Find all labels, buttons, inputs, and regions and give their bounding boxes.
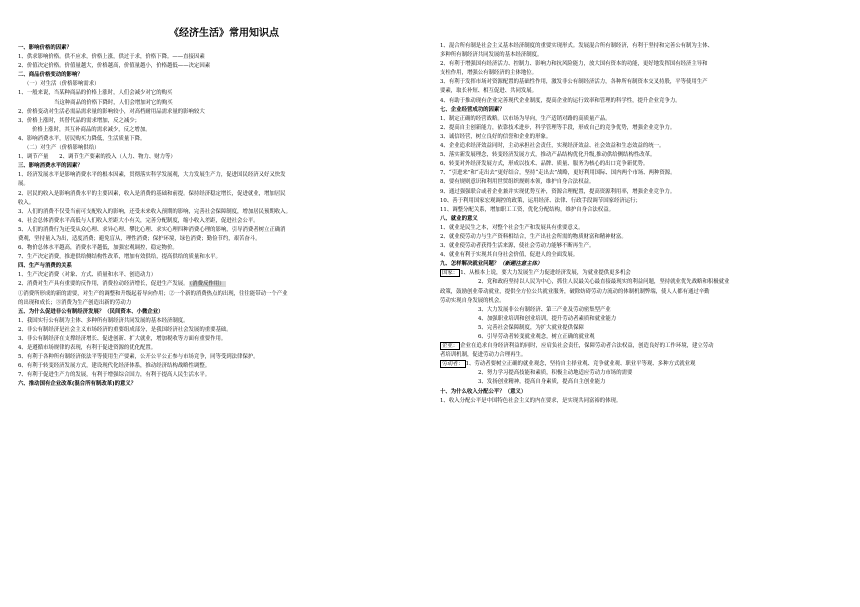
text-line: 3、发扬创业精神，提高自身素质，提高自主创业能力	[478, 379, 606, 386]
section-heading: 四、生产与消费的关系	[18, 263, 72, 270]
right-column	[440, 42, 850, 406]
text-line: 1、调节产量 2、调节生产要素的投入（人力、物力、财力等）	[18, 154, 176, 161]
highlight-tag: 国家：	[442, 270, 459, 277]
text-line: 1、生产决定消费（对象、方式、质量和水平、创造动力）	[18, 272, 157, 279]
text-line: 2、居民的收入是影响消费水平的主要因素，收入是消费的基础和前提。保持经济稳定增长，促进就业，增加居民	[18, 190, 286, 197]
text-line: 3、诚信经营，树立良好的信誉和企业的形象。	[440, 133, 552, 140]
highlight-tag: （消费反作用）	[189, 281, 225, 288]
section-heading: 三、影响消费水平的因素？	[18, 163, 83, 170]
section-heading: 九、怎样解决就业问题？（新题注意主体）	[440, 261, 543, 268]
text-line: 3、人们的消费不仅受当前可支配收入的影响，还受未来收入预期的影响，完善社会保障制度，增加居民预期收入。	[18, 208, 291, 215]
text-line: 2、党和政府坚持以人民为中心，抓住人民最关心最直接最现实的利益问题，坚持就业优先战略和积极就业	[478, 279, 730, 286]
text-line: 展。	[18, 181, 29, 188]
section-heading: 七、企业经营成功的因素？	[440, 106, 505, 113]
text-line: 7、“引进来”和“走出去”更好结合，坚持“走出去”战略，更好利用国际、国内两个市场、两种资源。	[440, 170, 676, 177]
text-line: 5、完善社会保障制度，为扩大就业提供保障	[478, 324, 584, 331]
text-line: （一）对生活（价格影响需求）	[24, 81, 100, 88]
text-line: 4、有助于推动现有企业完善现代企业制度，提高企业的运行效率和管理的科学性，提升企业竞争力。	[440, 97, 681, 104]
section-heading: 一、影响价格的因素？	[18, 45, 72, 51]
section-heading: 八、就业的意义	[440, 215, 478, 222]
text-line: 2、努力学习提高技能和素质，积极主动地适应劳动力市场的需要	[478, 370, 633, 377]
text-line: 2、有利于增强国有经济活力、控制力、影响力和抗风险能力，放大国有资本的功能，更好地发挥国有经济主导和	[440, 61, 708, 68]
text-line: 4、影响消费水平，居民购买力降低，生活质量下降。	[18, 135, 146, 142]
text-line: 1、供求影响价格。供不应求，价格上涨，供过于求，价格下降。——直接因素	[18, 54, 205, 61]
text-line: 2、价格变动对生活必需品需求量的影响较小，对高档耐用品需求量的影响较大	[18, 108, 205, 115]
document-title: 《经济生活》常用知识点	[169, 28, 279, 39]
text-line: 3、大力发展非公有制经济、第三产业及劳动密集型产业	[478, 306, 611, 313]
text-line: 1、我国实行公有制为主体、多种所有制经济共同发展的基本经济制度。	[18, 317, 189, 324]
text-line: 4、社会总体消费水平高低与人们收入差距大小有关，完善分配制度，缩小收入差距，促进社会公平。	[18, 217, 259, 224]
text-line: 劳动者： 1、劳动者要树立正确的就业观念，坚持自主择业观、竞争就业观、职业平等观、多种方式就业观	[442, 361, 696, 368]
text-line: 6、引导劳动者转变就业观念，树立正确的就业观	[478, 334, 595, 340]
text-line: 6、有利于转变经济发展方式，建设现代化经济体系，推动经济结构战略性调整。	[18, 363, 211, 370]
text-line: 2、价值决定价格。价值量越大，价格越高，价值量越小，价格越低——决定因素	[18, 63, 211, 70]
section-heading: 十、为什么收入分配公平？（意义）	[440, 388, 527, 395]
text-line: ①消费所形成的新的需要，对生产的调整和升级起着导向作用；②一个新的消费热点的出现，往往能带动一个产业	[18, 290, 288, 297]
text-line: 3、价格上涨时，其替代品的需求增加，反之减少；	[18, 117, 141, 124]
text-line: 2、非公有制经济是社会主义市场经济的重要组成部分，是我国经济社会发展的重要基础。	[18, 326, 232, 333]
text-line: 的出现和成长；③消费为生产创造出新的劳动力	[18, 299, 132, 306]
text-line: 政策，鼓励创业带动就业，提供全方位公共就业服务，破除妨碍劳动力流动的体制机制弊端，使人人都有通过辛勤	[440, 288, 710, 295]
text-line: 劳动实现自身发展的机会。	[440, 297, 505, 304]
text-line: （二）对生产（价格影响供给）	[24, 145, 100, 152]
text-line: 10、善于利用国家宏观调控的政策，运用经济、法律、行政手段调节国家经济运行；	[440, 197, 641, 204]
text-line: 1、混合所有制是社会主义基本经济制度的重要实现形式。发展混合所有制经济，有利于坚持和完善公有制为主体、	[440, 43, 713, 49]
text-line: 4、是遵循市场规律的表现，有利于促进资源的优化配置。	[18, 345, 157, 352]
highlight-tag: 劳动者：	[442, 361, 464, 368]
heading-note: （新题注意主体）	[499, 261, 543, 268]
text-line: 7、生产决定消费，推进供给侧结构性改革，增加有效供给，提高供给的质量和水平。	[18, 254, 221, 261]
text-line: 1、一般来说，当某种商品的价格上涨时，人们会减少对它的购买	[18, 90, 173, 97]
text-line: 多种所有制经济共同发展的基本经济制度。	[440, 52, 543, 59]
text-line: 者培训机制，促进劳动力合理再生。	[440, 352, 527, 359]
text-line: 企业： 企业在追求自身经济利益的同时，应肩负社会责任，保障劳动者合法权益，创造良好的工作环境，建立劳动	[442, 343, 714, 350]
text-line: 4、就业有利于实现其自身社会价值，促进人的全面发展。	[440, 252, 579, 259]
text-line: 5、有利于各种所有制经济依法平等使用生产要素，公开公平公正参与市场竞争，同等受到法律保护。	[18, 354, 259, 361]
section-heading: 二、商品价格变动的影响？	[18, 72, 83, 79]
text-line: 收入。	[18, 199, 35, 206]
highlight-tag: 企业：	[442, 343, 459, 350]
section-heading: 五、为什么促进非公有制经济发展？（民间资本、小微企业）	[18, 308, 164, 315]
text-line: 4、企业追求经济效益同时，主动承担社会责任，实现经济效益、社会效益和生态效益的统一。	[440, 143, 665, 150]
text-line: 11、调整分配关系，增加职工工资，优化分配结构，维护自身合法权益。	[440, 206, 614, 213]
text-line: 价格上涨时，其互补商品的需求减少，反之增加。	[32, 126, 151, 133]
text-line: 5、落实新发展理念，转变经济发展方式，推动产品结构优化升级,推动供给侧结构性改革。	[440, 152, 656, 159]
text-line: 国家： 1、从根本上说，要大力发展生产力促进经济发展，为就业提供更多机会	[442, 270, 631, 277]
text-line: 8、要有规则意识和利用世贸组织规则本领，维护自身合法权益。	[440, 179, 595, 186]
text-line: 1、制定正确的经营战略。以市场为导向，生产适销对路的高质量产品。	[440, 115, 611, 122]
left-column	[18, 44, 430, 390]
text-line: 1、就业是民生之本，对整个社会生产和发展具有重要意义。	[440, 224, 584, 231]
text-line: 1、经济发展水平是影响消费水平的根本因素，贯彻落实科学发展观，大力发展生产力，促进国民经济又好又快发	[18, 172, 286, 179]
text-line: 7、有利于促进生产力的发展，有利于增强综合国力，有利于提高人民生活水平。	[18, 372, 211, 379]
text-line: 2、提高自主创新能力，依靠技术进步，科学管理等手段，形成自己的竞争优势，增强企业竞争力。	[440, 124, 676, 131]
text-line: 支柱作用，增强公有制经济的主体地位。	[440, 70, 538, 77]
text-line: 6、转变对外经济发展方式，形成以技术、品牌、质量、服务为核心的出口竞争新优势。	[440, 161, 649, 168]
text-line: 当这种商品的价格下降时，人们会增加对它的购买	[54, 99, 173, 106]
text-line: 6、物价总体水平越高，消费水平越低，加强宏观调控，稳定物价。	[18, 245, 178, 252]
text-line: 5、人们的消费行为还受从众心理、求异心理、攀比心理、求实心理四种消费心理的影响，引导消费者树立正确消	[18, 226, 286, 233]
section-heading: 六、推动国有企业改革(混合所有制改革)的意义？	[18, 381, 137, 388]
text-line: 2、消费对生产具有重要的反作用，消费拉动经济增长，促进生产发展。（消费反作用）	[18, 281, 225, 288]
text-line: 4、加强职业培训和创业培训，提升劳动者素质和就业能力	[478, 315, 617, 322]
text-line: 9、通过强强联合或者企业兼并实现优势互补，资源合理配置，提高资源利用率，增强企业竞争力。	[440, 188, 676, 195]
text-line: 3、有利于发挥市场对资源配置的基础性作用，激发非公有制经济活力，各种所有制资本交叉持股，平等使用生产	[440, 79, 708, 86]
text-line: 3、就业使劳动者获得生活来源，使社会劳动力能够不断再生产。	[440, 243, 595, 250]
text-line: 1、收入分配公平是中国特色社会主义的内在要求，是实现共同富裕的体现。	[440, 397, 622, 404]
text-line: 要素，取长补短、相互促进、共同发展。	[440, 88, 538, 95]
text-line: 费观，坚持量入为出，适度消费；避免盲从，理性消费；保护环境，绿色消费；勤俭节约，艰苦奋斗。	[18, 235, 261, 242]
text-line: 3、非公有制经济在支撑经济增长、促进创新、扩大就业，增加税收等方面有重要作用。	[18, 336, 227, 342]
text-line: 2、就业使劳动力与生产资料相结合，生产出社会所需的物质财富和精神财富。	[440, 233, 627, 240]
